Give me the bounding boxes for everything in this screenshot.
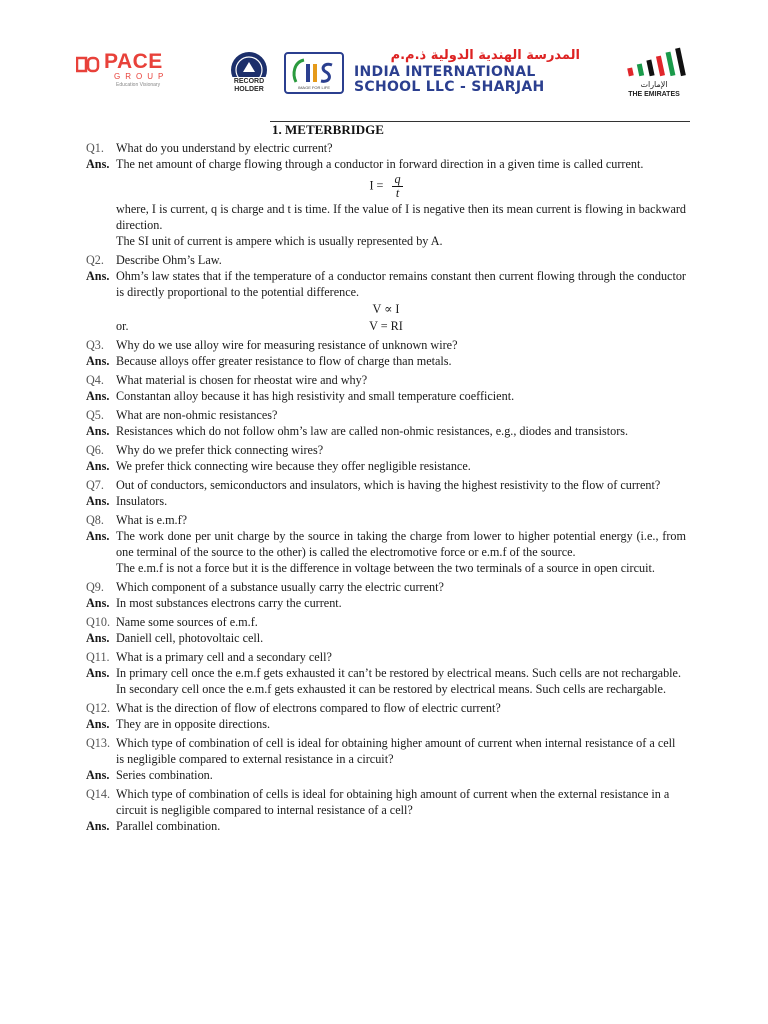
question-text: Which type of combination of cells is ideal for obtaining high amount of current when the external resistance in a circuit is negligible compared to internal resistance of a cell? [116,787,670,817]
answer-label: Ans. [86,389,110,403]
answer-text: In primary cell once the e.m.f gets exhausted it can’t be restored by electrical means. Such cells are not rechargable. [116,666,682,680]
qa-item [86,614,686,646]
answer-label: Ans. [86,666,110,680]
iis-tagline: IMAGE FOR LIFE [297,85,330,90]
answer-label: Ans. [86,529,110,543]
answer-text: The work done per unit charge by the source in taking the charge from lower to higher potential energy (i.e., from one terminal of the source to the other) is called the electromotive force or e.m.f of the source. [116,529,686,559]
qa-item [86,735,686,783]
answer [86,388,686,404]
answer-text: We prefer thick connecting wire because they offer negligible resistance. [116,459,471,473]
qa-item [86,786,686,834]
ohm-proportion-equation: V ∝ I [372,302,400,316]
guinness-caption: RECORD HOLDER [233,78,265,93]
qa-item [86,477,686,509]
answer [86,716,686,732]
answer-continuation [86,233,686,249]
answer-label: Ans. [86,631,110,645]
fraction-denominator: t [395,186,400,200]
answer-continuation [86,201,686,233]
question-number: Q7. [86,478,104,492]
question [86,337,686,353]
question-text: Describe Ohm’s Law. [116,253,222,267]
answer-label: Ans. [86,768,110,782]
question-text: Name some sources of e.m.f. [116,615,258,629]
answer-text: The SI unit of current is ampere which is usually represented by A. [116,234,443,248]
question-number: Q2. [86,253,104,267]
answer [86,493,686,509]
answer [86,818,686,834]
pace-group-logo [76,52,198,88]
answer-text: Daniell cell, photovoltaic cell. [116,631,264,645]
ohm-law-equation: V = RI [369,319,403,333]
emirates-arabic-label: الإمارات [640,80,668,89]
answer-label: Ans. [86,157,110,171]
answer [86,268,686,300]
answer-label: Ans. [86,269,110,283]
question [86,442,686,458]
question-number: Q3. [86,338,104,352]
question [86,579,686,595]
question [86,477,686,493]
question-number: Q6. [86,443,104,457]
question-number: Q11. [86,650,110,664]
answer-label: Ans. [86,354,110,368]
question-text: Why do we use alloy wire for measuring resistance of unknown wire? [116,338,458,352]
qa-item [86,372,686,404]
question [86,140,686,156]
qa-item [86,700,686,732]
question-text: What is the direction of flow of electrons compared to flow of electric current? [116,701,501,715]
answer-text: Ohm’s law states that if the temperature of a conductor remains constant then current flowing through the conductor is directly proportional to the potential difference. [116,269,686,299]
answer-text: where, I is current, q is charge and t is time. If the value of I is negative then its mean current is flowing in backward direction. [116,202,686,232]
question-text: Which type of combination of cell is ideal for obtaining higher amount of current when internal resistance of a cell is negligible compared to external resistance in a circuit? [116,736,676,766]
equation-lhs: I = [369,178,384,193]
question-number: Q10. [86,615,111,629]
qa-item [86,140,686,249]
question [86,252,686,268]
qa-item [86,442,686,474]
answer [86,458,686,474]
question-number: Q13. [86,736,111,750]
question-text: Out of conductors, semiconductors and insulators, which is having the highest resistivity to the flow of current? [116,478,661,492]
answer-label: Ans. [86,596,110,610]
answer-label: Ans. [86,459,110,473]
answer-text: Series combination. [116,768,213,782]
answer [86,528,686,560]
page-title: 1. METERBRIDGE [272,122,384,137]
question-number: Q9. [86,580,104,594]
pace-tagline: Education Visionary [116,82,161,88]
fraction-numerator: q [394,172,401,186]
question [86,512,686,528]
question [86,407,686,423]
question-text: What material is chosen for rheostat wire and why? [116,373,368,387]
school-name-arabic: المدرسة الهندية الدولية ذ.م.م [390,48,580,63]
question [86,649,686,665]
iis-logo [284,52,344,94]
current-equation [86,173,686,200]
qa-list [86,140,686,837]
question-number: Q8. [86,513,104,527]
qa-item [86,407,686,439]
answer-continuation [86,681,686,697]
page-header [0,0,768,112]
or-label: or. [116,319,129,333]
qa-item [86,512,686,576]
question [86,614,686,630]
answer [86,353,686,369]
question-number: Q14. [86,787,111,801]
answer-text: The net amount of charge flowing through a conductor in forward direction in a given time is called current. [116,157,644,171]
pace-wordmark: PACE [104,50,163,73]
answer [86,767,686,783]
answer-text: Constantan alloy because it has high resistivity and small temperature coefficient. [116,389,515,403]
answer-text: Parallel combination. [116,819,221,833]
question-text: Which component of a substance usually carry the electric current? [116,580,444,594]
iis-logo-icon [290,56,340,86]
question [86,786,686,818]
answer-text: In secondary cell once the e.m.f gets exhausted it can be restored by electrical means. Such cells are rechargable. [116,682,666,696]
answer-text: Insulators. [116,494,168,508]
question [86,700,686,716]
answer-text: The e.m.f is not a force but it is the difference in voltage between the two terminals of a source in open circuit. [116,561,655,575]
answer [86,156,686,172]
qa-item [86,579,686,611]
answer-text: Resistances which do not follow ohm’s law are called non-ohmic resistances, e.g., diodes and transistors. [116,424,629,438]
emirates-english-label: THE EMIRATES [628,91,680,98]
pace-logo-icon [76,56,100,74]
question-number: Q1. [86,141,104,155]
ohm-equation-row [86,318,686,334]
pace-group-label: GROUP [114,72,169,81]
question-number: Q5. [86,408,104,422]
question-number: Q4. [86,373,104,387]
answer [86,423,686,439]
school-name-line2: SCHOOL LLC - SHARJAH [354,79,545,95]
answer-label: Ans. [86,717,110,731]
question-text: What is a primary cell and a secondary cell? [116,650,332,664]
qa-item [86,649,686,697]
school-name-line1: INDIA INTERNATIONAL [354,64,536,80]
question-text: What is e.m.f? [116,513,188,527]
answer-text: They are in opposite directions. [116,717,270,731]
answer-label: Ans. [86,819,110,833]
question [86,372,686,388]
question [86,735,686,767]
answer-text: In most substances electrons carry the current. [116,596,342,610]
qa-item [86,337,686,369]
answer [86,665,686,681]
question-number: Q12. [86,701,111,715]
question-text: What do you understand by electric current? [116,141,333,155]
qa-item [86,252,686,334]
equation-fraction [392,173,402,200]
answer-label: Ans. [86,424,110,438]
question-text: What are non-ohmic resistances? [116,408,278,422]
answer [86,595,686,611]
question-text: Why do we prefer thick connecting wires? [116,443,324,457]
answer-text: Because alloys offer greater resistance to flow of charge than metals. [116,354,452,368]
answer-continuation [86,560,686,576]
answer-label: Ans. [86,494,110,508]
answer [86,630,686,646]
